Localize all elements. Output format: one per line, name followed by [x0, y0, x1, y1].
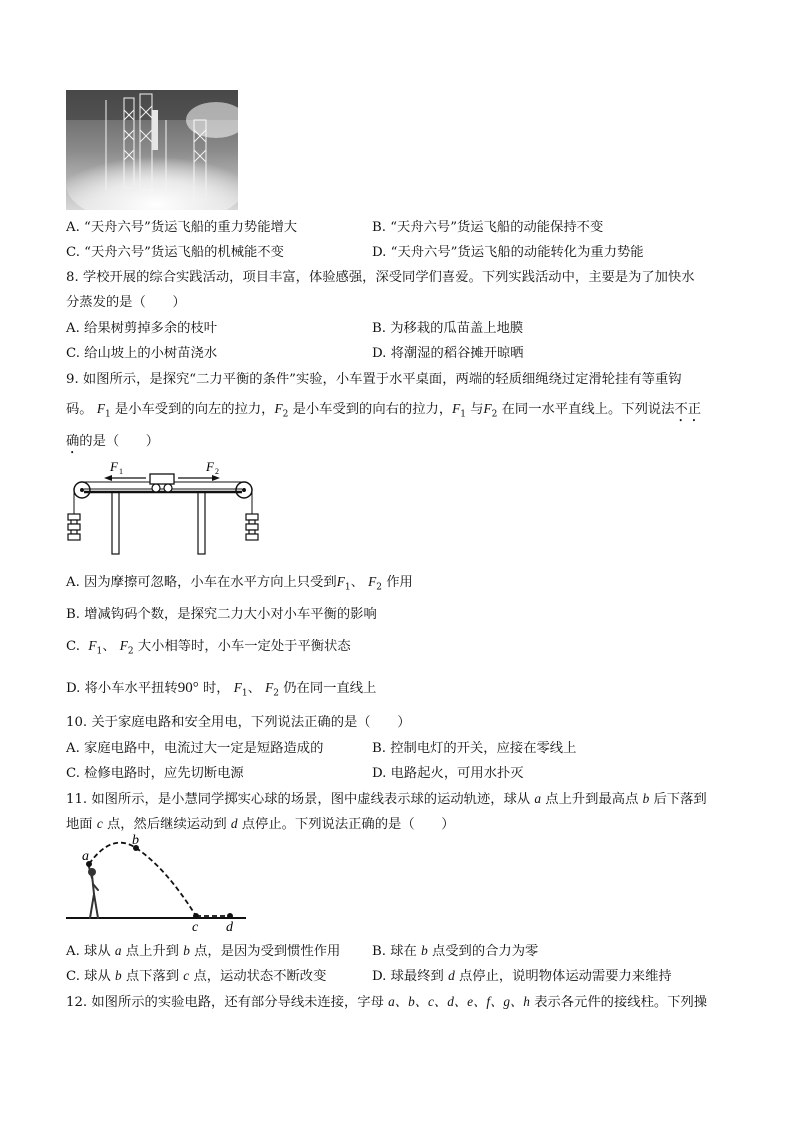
q11-stem-line1: 11. 如图所示，是小慧同学掷实心球的场景，图中虚线表示球的运动轨迹，球从 a 点上升到最高点 b 后下落到: [66, 791, 707, 807]
q10-option-d[interactable]: D. 电路起火，可用水扑灭: [372, 766, 524, 781]
emphasis-text: 不正: [674, 402, 702, 417]
fig-label-f1-sub: 1: [119, 467, 123, 476]
fig-label-f1: F: [110, 459, 118, 474]
q10-option-a[interactable]: A. 家庭电路中，电流过大一定是短路造成的: [66, 741, 324, 756]
fig-label-f2: F: [206, 459, 214, 474]
q9-option-c[interactable]: C. $F_1$、 $F_2$ 大小相等时，小车一定处于平衡状态: [66, 638, 351, 657]
q12-stem-line1: 12. 如图所示的实验电路，还有部分导线未连接，字母 a、b、c、d、e、f、g、h 表示各元件的接线柱。下列操: [66, 994, 708, 1010]
q10-option-c[interactable]: C. 检修电路时，应先切断电源: [66, 766, 244, 781]
ball-trajectory-figure: [62, 834, 252, 932]
q7-option-c[interactable]: C. “天舟六号”货运飞船的机械能不变: [66, 245, 284, 260]
q8-option-d[interactable]: D. 将潮湿的稻谷摊开晾晒: [372, 346, 524, 361]
q9-option-b[interactable]: B. 增减钩码个数，是探究二力大小对小车平衡的影响: [66, 607, 377, 622]
q9-option-a[interactable]: A. 因为摩擦可忽略，小车在水平方向上只受到$F_1$、 $F_2$ 作用: [66, 574, 413, 593]
q7-option-d[interactable]: D. “天舟六号”货运飞船的动能转化为重力势能: [372, 245, 644, 260]
point-b-label: b: [132, 834, 139, 848]
point-d-label: d: [226, 920, 233, 932]
fig-label-f2-sub: 2: [215, 467, 219, 476]
q9-stem-line1: 9. 如图所示，是探究“二力平衡的条件”实验，小车置于水平桌面，两端的轻质细绳绕过定滑轮挂有等重钩: [66, 372, 682, 387]
q9-stem-line3: 确的是（ ）: [66, 434, 160, 449]
q11-option-d[interactable]: D. 球最终到 d 点停止，说明物体运动需要力来维持: [372, 968, 672, 984]
q10-stem: 10. 关于家庭电路和安全用电，下列说法正确的是（ ）: [66, 715, 411, 730]
q10-option-b[interactable]: B. 控制电灯的开关，应接在零线上: [372, 741, 577, 756]
q7-option-a[interactable]: A. “天舟六号”货运飞船的重力势能增大: [66, 220, 298, 235]
q9-option-d[interactable]: D. 将小车水平扭转90° 时， $F_1$、 $F_2$ 仍在同一直线上: [66, 680, 377, 699]
q11-stem-line2: 地面 c 点，然后继续运动到 d 点停止。下列说法正确的是（ ）: [66, 816, 455, 832]
q8-option-b[interactable]: B. 为移栽的瓜苗盖上地膜: [372, 321, 524, 336]
q8-option-a[interactable]: A. 给果树剪掉多余的枝叶: [66, 321, 218, 336]
q8-stem-line2: 分蒸发的是（ ）: [66, 295, 186, 310]
q11-option-c[interactable]: C. 球从 b 点下落到 c 点，运动状态不断改变: [66, 968, 327, 984]
q11-option-b[interactable]: B. 球在 b 点受到的合力为零: [372, 943, 539, 959]
point-c-label: c: [192, 920, 199, 932]
q7-option-b[interactable]: B. “天舟六号”货运飞船的动能保持不变: [372, 220, 604, 235]
q11-option-a[interactable]: A. 球从 a 点上升到 b 点，是因为受到惯性作用: [66, 943, 341, 959]
rocket-launch-photo: [66, 90, 238, 210]
balance-apparatus-figure: [62, 456, 268, 560]
point-a-label: a: [82, 849, 89, 864]
q8-option-c[interactable]: C. 给山坡上的小树苗浇水: [66, 346, 218, 361]
q8-stem-line1: 8. 学校开展的综合实践活动，项目丰富，体验感强，深受同学们喜爱。下列实践活动中，主要是为了加快水: [66, 270, 695, 285]
q9-stem-line2: 码。 $F_1$ 是小车受到的向左的拉力，$F_2$ 是小车受到的向右的拉力，$F_1$ 与$F_2$ 在同一水平直线上。下列说法不正: [66, 401, 702, 420]
